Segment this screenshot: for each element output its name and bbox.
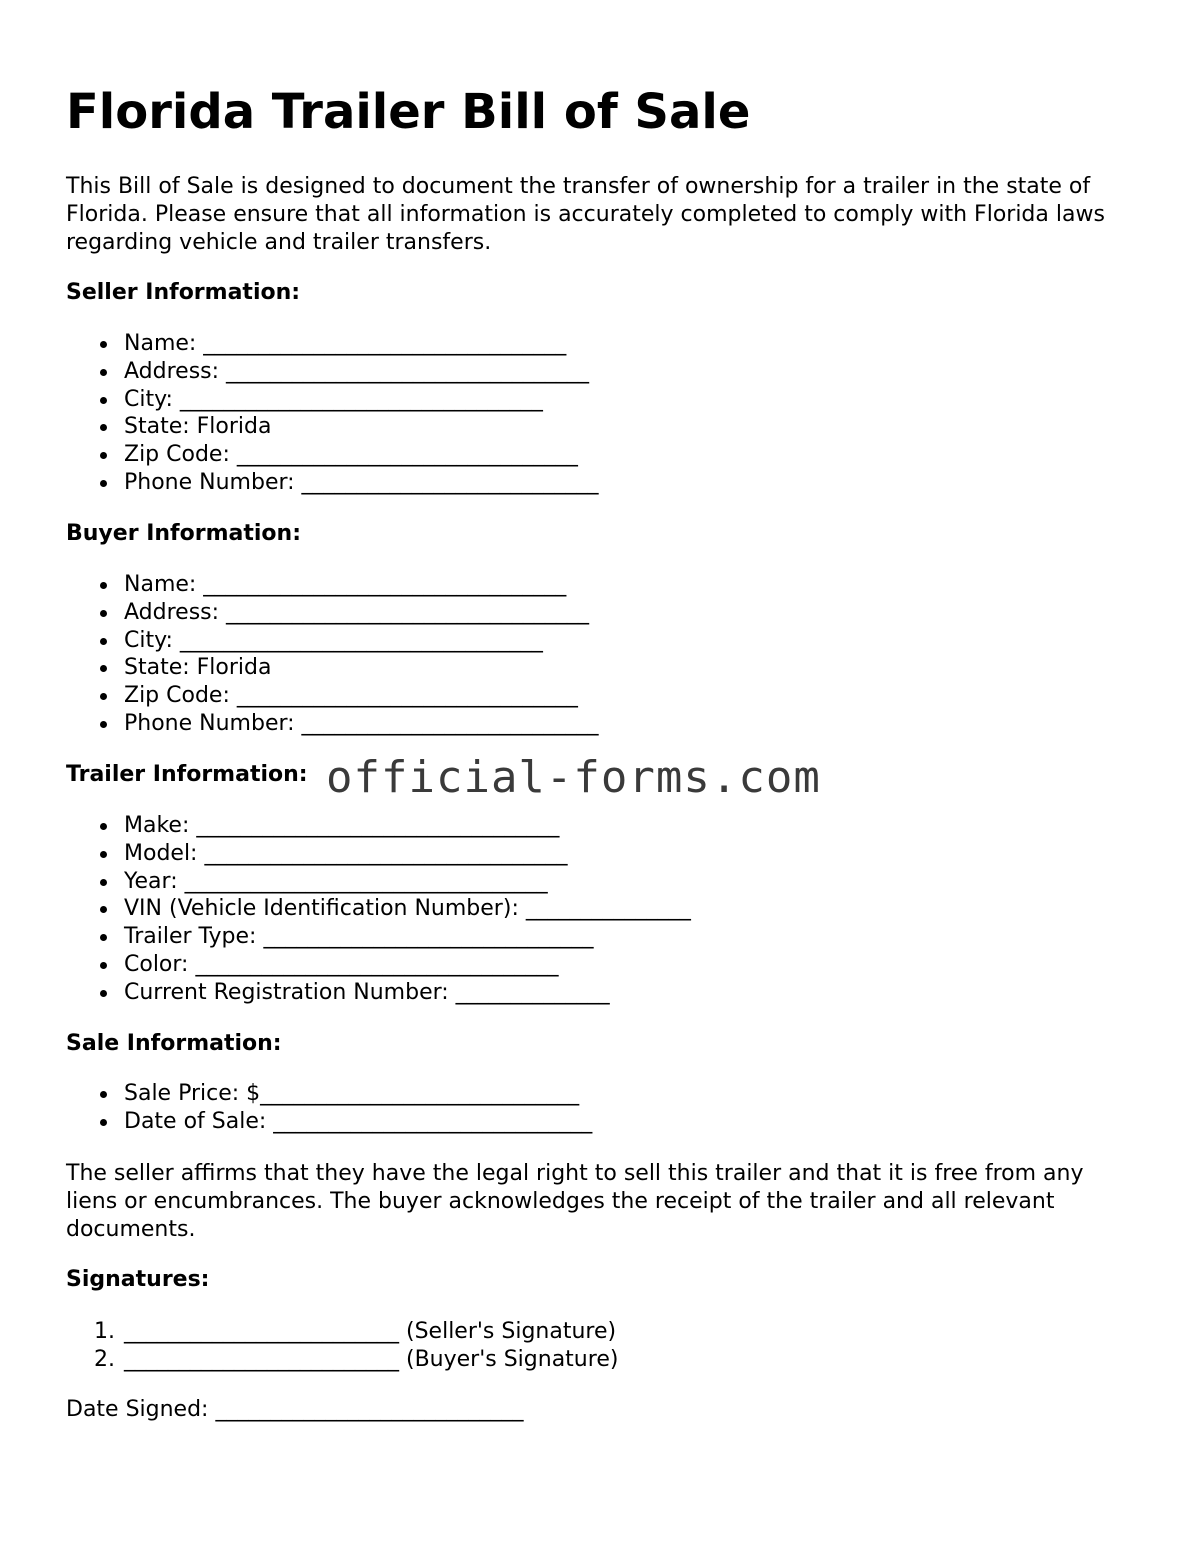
list-item: Color: _________________________________ <box>66 951 691 979</box>
list-item: Sale Price: $_____________________________ <box>66 1080 592 1108</box>
list-item: Address: _________________________________ <box>66 358 599 386</box>
list-item: City: _________________________________ <box>66 386 599 414</box>
list-item: Model: _________________________________ <box>66 840 691 868</box>
seller-list <box>66 330 599 497</box>
page-title: Florida Trailer Bill of Sale <box>66 84 751 140</box>
list-item: Phone Number: ___________________________ <box>66 469 599 497</box>
list-item: Name: _________________________________ <box>66 571 599 599</box>
buyer-heading: Buyer Information: <box>66 521 301 546</box>
list-item: Name: _________________________________ <box>66 330 599 358</box>
list-item: Phone Number: ___________________________ <box>66 710 599 738</box>
seller-heading: Seller Information: <box>66 280 301 305</box>
date-signed-line: Date Signed: ____________________________ <box>66 1397 524 1422</box>
trailer-list <box>66 812 691 1007</box>
seller-signature-line: _________________________ (Seller's Signature) <box>124 1319 617 1344</box>
list-item <box>66 1318 618 1346</box>
list-item: Date of Sale: _____________________________ <box>66 1108 592 1136</box>
affirmation-paragraph: The seller affirms that they have the legal right to sell this trailer and that it is free from any liens or encumbrances. The buyer acknowledges the receipt of the trailer and all relevant documents. <box>66 1161 1084 1242</box>
list-item: Trailer Type: ______________________________ <box>66 923 691 951</box>
buyer-signature-line: _________________________ (Buyer's Signature) <box>124 1346 619 1372</box>
list-number: 2. <box>94 1346 115 1372</box>
sale-heading: Sale Information: <box>66 1031 282 1056</box>
list-item: Year: _________________________________ <box>66 868 691 896</box>
list-item: Zip Code: _______________________________ <box>66 441 599 469</box>
trailer-heading: Trailer Information: <box>66 762 308 787</box>
list-item <box>66 1346 618 1374</box>
list-item: VIN (Vehicle Identification Number): _______________ <box>66 895 691 923</box>
intro-paragraph: This Bill of Sale is designed to document the transfer of ownership for a trailer in the state of Florida. Please ensure that all information is accurately completed to comply with Florida laws regarding vehicle and trailer transfers. <box>66 174 1105 255</box>
sale-list <box>66 1080 592 1136</box>
list-item: City: _________________________________ <box>66 627 599 655</box>
list-item: State: Florida <box>66 654 599 682</box>
watermark: official-forms.com <box>326 752 821 803</box>
signatures-list <box>66 1318 618 1374</box>
list-item: Current Registration Number: ______________ <box>66 979 691 1007</box>
list-item: Address: _________________________________ <box>66 599 599 627</box>
list-item: Make: _________________________________ <box>66 812 691 840</box>
list-item: Zip Code: _______________________________ <box>66 682 599 710</box>
signatures-heading: Signatures: <box>66 1267 210 1292</box>
list-item: State: Florida <box>66 413 599 441</box>
list-number: 1. <box>94 1319 115 1344</box>
buyer-list <box>66 571 599 738</box>
